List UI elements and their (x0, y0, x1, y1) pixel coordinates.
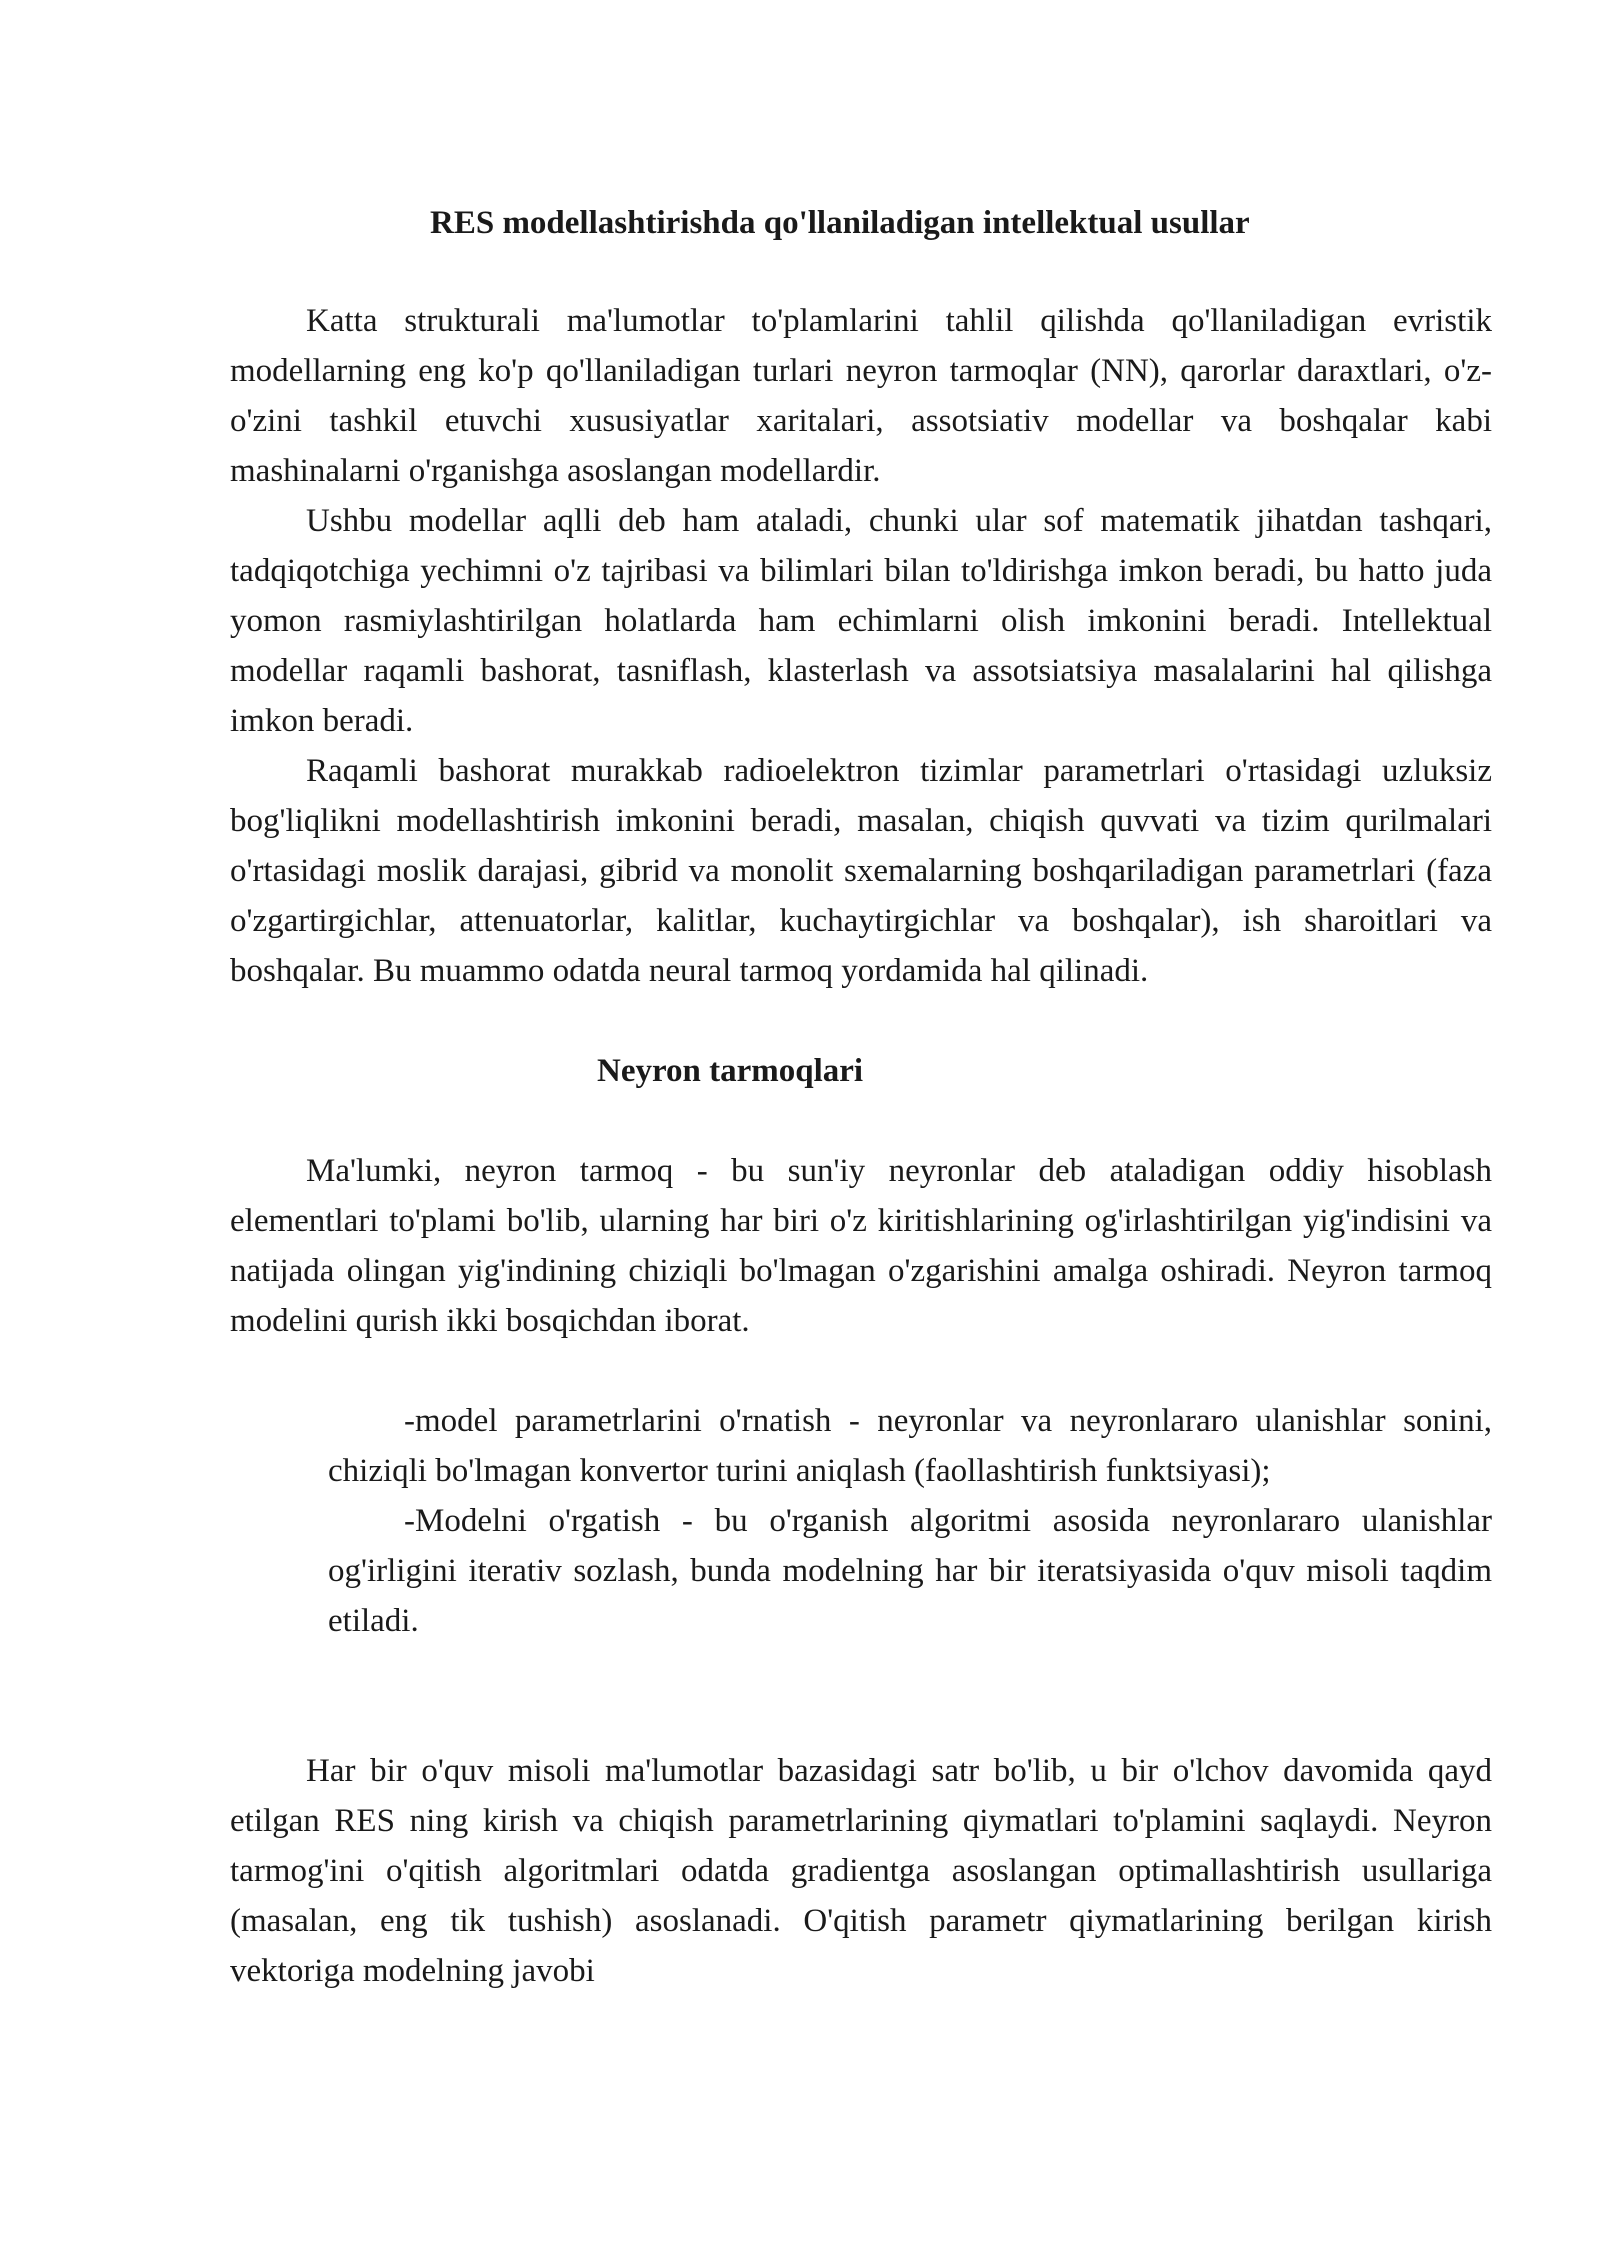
document-body (230, 198, 1492, 1996)
list-item (328, 1496, 1492, 1646)
paragraph-training-examples: Har bir o'quv misoli ma'lumotlar bazasidagi satr bo'lib, u bir o'lchov davomida qayd etilgan RES ning kirish va chiqish parametrlarining qiymatlari to'plamini saqlaydi. Neyron tarmog'ini o'qitish algoritmlari odatda gradientga asoslangan optimallashtirish usullariga (masalan, eng tik tushish) asoslanadi. O'qitish parametr qiymatlarining berilgan kirish vektoriga modelning javobi (230, 1753, 1492, 1989)
document-title: RES modellashtirishda qo'llaniladigan intellektual usullar (430, 205, 1250, 241)
paragraph-intro-1: Katta strukturali ma'lumotlar to'plamlarini tahlil qilishda qo'llaniladigan evristik modellarning eng ko'p qo'llaniladigan turlari neyron tarmoqlar (NN), qarorlar daraxtlari, o'z-o'zini tashkil etuvchi xususiyatlar xaritalari, assotsiativ modellar va boshqalar kabi mashinalarni o'rganishga asoslangan modellardir. (230, 303, 1492, 489)
paragraph-intro-3: Raqamli bashorat murakkab radioelektron tizimlar parametrlari o'rtasidagi uzluksiz bog'liqlikni modellashtirish imkonini beradi, masalan, chiqish quvvati va tizim qurilmalari o'rtasidagi moslik darajasi, gibrid va monolit sxemalarning boshqariladigan parametrlari (faza o'zgartirgichlar, attenuatorlar, kalitlar, kuchaytirgichlar va boshqalar), ish sharoitlari va boshqalar. Bu muammo odatda neural tarmoq yordamida hal qilinadi. (230, 753, 1492, 989)
list-dash: - (404, 1403, 415, 1439)
list-item-text: Modelni o'rgatish - bu o'rganish algoritmi asosida neyronlararo ulanishlar og'irligini iterativ sozlash, bunda modelning har bir iteratsiyasida o'quv misoli taqdim etiladi. (328, 1503, 1492, 1639)
section-title-neural-networks: Neyron tarmoqlari (597, 1053, 864, 1089)
spacer (230, 1646, 1492, 1746)
list-item-text: model parametrlarini o'rnatish - neyronlar va neyronlararo ulanishlar sonini, chiziqli bo'lmagan konvertor turini aniqlash (faollashtirish funktsiyasi); (328, 1403, 1492, 1489)
paragraph-intro-2: Ushbu modellar aqlli deb ham ataladi, chunki ular sof matematik jihatdan tashqari, tadqiqotchiga yechimni o'z tajribasi va bilimlari bilan to'ldirishga imkon beradi, bu hatto juda yomon rasmiylashtirilgan holatlarda ham echimlarni olish imkonini beradi. Intellektual modellar raqamli bashorat, tasniflash, klasterlash va assotsiatsiya masalalarini hal qilishga imkon beradi. (230, 503, 1492, 739)
list-dash: - (404, 1503, 415, 1539)
steps-list (328, 1396, 1492, 1646)
paragraph-neural-network-definition: Ma'lumki, neyron tarmoq - bu sun'iy neyronlar deb ataladigan oddiy hisoblash elementlari to'plami bo'lib, ularning har biri o'z kiritishlarining og'irlashtirilgan yig'indisini va natijada olingan yig'indining chiziqli bo'lmagan o'zgarishini amalga oshiradi. Neyron tarmoq modelini qurish ikki bosqichdan iborat. (230, 1153, 1492, 1339)
list-item (328, 1396, 1492, 1496)
